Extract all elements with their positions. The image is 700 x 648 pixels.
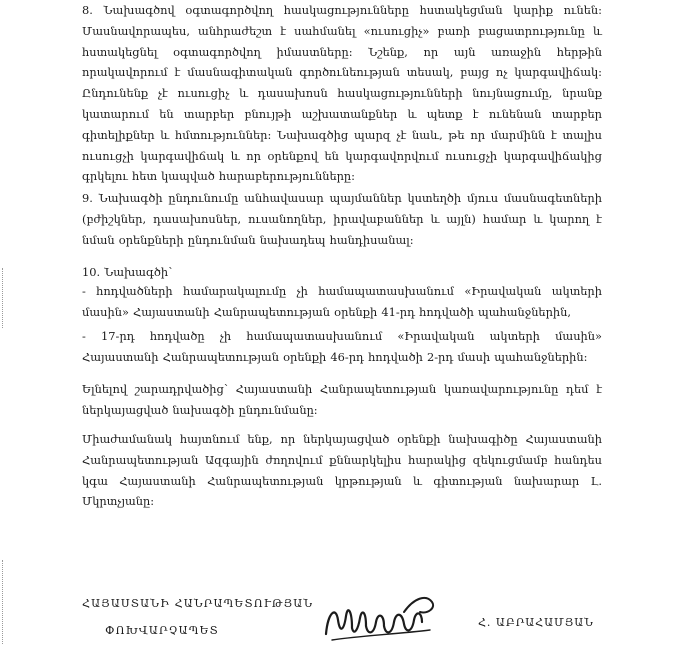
paragraph-9: 9. Նախագծի ընդունումը անհավասար պայմաններ կստեղծի մյուս մասնագետների (բժիշկներ, դասախոսներ, ուսանողներ, իրավաբաններ և այլն) համար և կարող է նման օրենքների ընդունման նախադեպ հանդիսանալ:	[82, 191, 602, 247]
paragraph-10-item-1: - հոդվածների համարակալումը չի համապատասխանում «Իրավական ակտերի մասին» Հայաստանի Հանրապետության օրենքի 41-րդ հոդվածի պահանջներին,	[82, 284, 602, 319]
paragraph-10-heading: 10. Նախագծի՝	[82, 265, 173, 279]
org-line-1: ՀԱՅԱՍՏԱՆԻ ՀԱՆՐԱՊԵՏՈՒԹՅԱՆ	[82, 597, 314, 610]
org-line-2: ՓՈԽՎԱՐՉԱՊԵՏ	[105, 624, 219, 637]
rapporteur-paragraph: Միաժամանակ հայտնում ենք, որ ներկայացված օրենքի նախագիծը Հայաստանի Հանրապետության Ազգային ժողովում քննարկելիս հարակից զեկուցմամբ հանդես կգա Հայաստանի Հանրապետության կրթության և գիտության նախարար Լ. Մկրտչյանը:	[82, 432, 602, 509]
paragraph-8: 8. Նախագծով օգտագործվող հասկացությունները հստակեցման կարիք ունեն: Մասնավորապես, անհրաժեշտ է սահմանել «ուսուցիչ» բառի բացատրությունը և հստակեցնել օգտագործվող իմաստները: Նշենք, որ այն առաջին հերթին որակավորում է մասնագիտական գործունեության տեսակ, բայց ոչ կարգավիճակ: Ընդունենք չէ ուսուցիչ և դասախոսն հասկացությունների նույնացումը, նրանք կատարում են տարբեր բնույթի աշխատանքներ և պետք է ունենան տարբեր գիտելիքներ և հմտություններ: Նախագծից պարզ չէ նաև, թե որ մարմինն է տալիս ուսուցչի կարգավիճակ և որ օրենքով են կարգավորվում ուսուցչի կարգավիճակից գրկելու հետ կապված հարաբերությունները:	[82, 3, 602, 184]
signatory-title	[82, 590, 314, 644]
handwritten-signature	[318, 590, 448, 644]
scan-margin-noise	[2, 560, 9, 644]
signatory-name: Հ. ԱԲՐԱՀԱՄՅԱՆ	[478, 616, 594, 629]
signature-drawing	[318, 590, 448, 644]
paragraph-10-item-2: - 17-րդ հոդվածը չի համապատասխանում «Իրավական ակտերի մասին» Հայաստանի Հանրապետության օրենքի 46-րդ հոդվածի 2-րդ մասի պահանջներին:	[82, 329, 602, 364]
scan-margin-noise	[2, 268, 9, 328]
conclusion-paragraph: Ելնելով շարադրվածից՝ Հայաստանի Հանրապետության կառավարությունը դեմ է ներկայացված նախագծի ընդունմանը:	[82, 382, 602, 417]
